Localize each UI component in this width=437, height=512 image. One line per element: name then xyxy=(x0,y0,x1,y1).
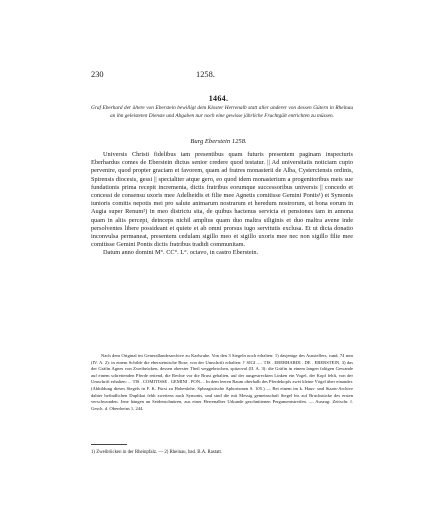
place-date: Burg Eberstein 1258. xyxy=(190,138,247,145)
charter-text xyxy=(91,151,353,258)
charter-paragraph: Universis Christi fidelibus tam presentibus quam futuris presentem paginam inspecturis Eberhardus comes de Eberstein dictus senior credere quod testatur. || Ad universitatis noticiam cupio pervenire, quod propter graciam et favorem, quam ad fratres monasterii de Alba, Cysterciensis ordinis, Spirensis diocesis, gessi || specialiter atque gero, eo quod idem monasterium a progenitoribus meis sue fundationis prima recepit incrementa, dictis fratribus eorumque successoribus universis || concedo et concessi de consensu uxoris mee Adelheidis et filie mee Agnetis comitisse Gemini Pontis¹) et Symonis iunioris comitis nepotis mei pro salute animarum nostrarum et heredum nostrorum, ut bona eorum in Augia super Renum²) in meo districtu sita, de quibus hactenus servicia et pensiones tam in annona quam in aliis percepi, deinceps nichil amplius quam duo maltra siliginis et duo maltra avene inde persolventes libere possideant et quiete et ab omni prorsus iugo servitutis exclusa. Et ut dicta donatio inconvulsa permaneat, presentem cedulam sigillo meo et sigillo uxoris mee nec non sigillo filie mee comitisse Gemini Pontis dictis fratribus tradidi communitam. xyxy=(91,151,353,249)
editorial-note: Nach dem Original im Generallandesarchive zu Karlsruhe. Von den 3 Siegeln noch erhalten: 1) dasjenige des Ausstellers, rund, 74 mm (IV. A. 2): in einem Schilde die ebersteinische Rose, von der Umschrift erhalten: † SIGI...... TIS . EBERHARDI . DE . EBERSTEIN. 3) das der Gräfin Agnes von Zweibrücken, dessen oberster Theil weggebrochen, spitzoval (II. A. 3): die Gräfin in einem langen faltigen Gewande auf einem schreitenden Pferde reitend, die Rechte vor die Brust gehalten, auf der ausgestreckten Linken ein Vogel, der Kopf fehlt, von der Umschrift erhalten: ... TIS . COMITISSE . GEMINI . PON.... In dem leeren Raum oberhalb des Pferdekopfs zwei kleine Vögel über einander. (Abbildung dieses Siegels in F. K. Fürst zu Hohenlohe, Sphragistische Aphorismen S. 105.) — Bei einem im k. Haus- und Staats-Archive dahier befindlichen Duplikat fehlt zweitens nach Symonis, und sind die mit Messig gemeinschaft Siegel bis auf Bruchstücke des ersten verschwunden. Jene hängen an Seidenschnüren, aus einer Herrenalber Urkunde geschnittenen Pergamentstreifen. — Auszug: Zeitschr. f. Gesch. d. Oberrheins 1, 244. xyxy=(91,353,353,411)
page-number: 230 xyxy=(91,70,104,79)
editorial-notes xyxy=(91,353,353,412)
document-number: 1464. xyxy=(208,94,229,103)
footnotes: 1) Zweibrücken in der Rheinpfalz. — 2) Rheinau, bad. B.A. Rastatt. xyxy=(91,450,223,455)
charter-dating-clause: Datum anno domini M°. CC°. L°. octavo, in castro Eberstein. xyxy=(103,249,259,257)
footnote-rule xyxy=(91,444,127,445)
running-title: 1258. xyxy=(196,70,215,79)
document-summary: Graf Eberhard der ältere von Eberstein bewilligt dem Kloster Herrenalb statt aller anderer von dessen Gütern in Rheinau an ihn geleisteten Dienste und Abgaben nur noch eine gewisse jährliche Fruchtgült entrichten zu müssen. xyxy=(91,105,353,119)
